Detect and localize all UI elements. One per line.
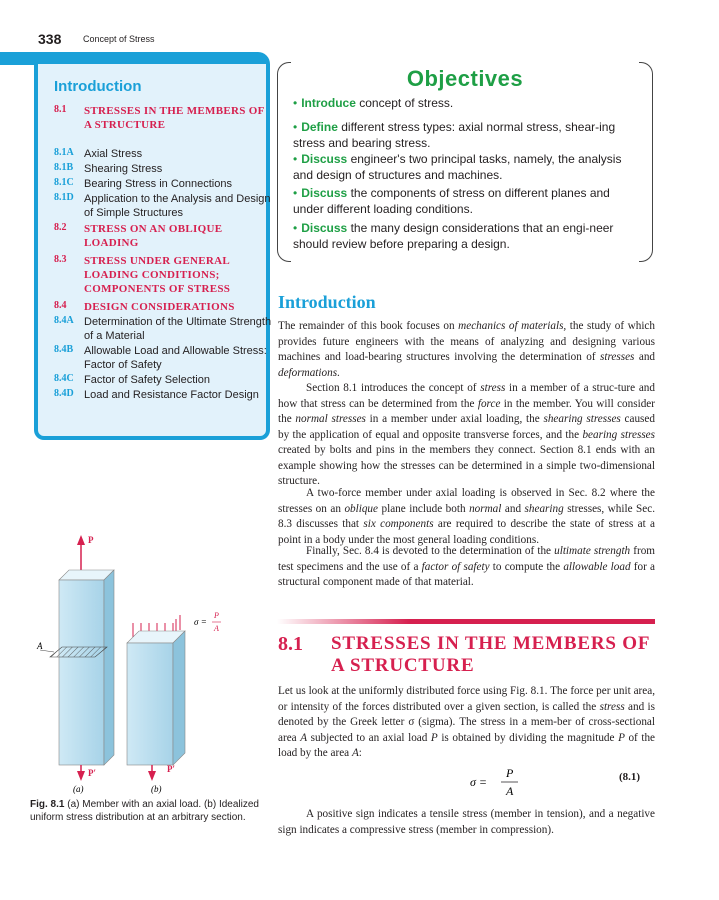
running-title: Concept of Stress: [83, 34, 155, 44]
equation-8-1: [468, 765, 528, 803]
toc-item: [54, 177, 274, 191]
toc-item-number: 8.1C: [54, 177, 74, 188]
toc-item-number: 8.4: [54, 300, 67, 311]
body-text: A two-force member under axial loading is observed in Sec. 8.2 where the stresses on an: [278, 487, 655, 515]
bullet-icon: •: [293, 221, 298, 235]
toc-item: [54, 315, 274, 343]
toc-item-number: 8.1B: [54, 162, 74, 173]
toc-item: [54, 344, 274, 372]
body-text: :: [358, 747, 362, 759]
emphasis-text: P: [618, 731, 625, 744]
member-a-side: [104, 570, 114, 765]
toc-item-text: Allowable Load and Allowable Stress: Factor of Safety: [84, 345, 267, 371]
emphasis-text: ultimate strength: [554, 545, 631, 557]
objective-verb: Introduce: [301, 96, 356, 110]
toc-item-text: Factor of Safety Selection: [84, 374, 210, 386]
toc-item-text: Application to the Analysis and Design of Simple Structures: [84, 193, 271, 219]
body-text: Finally, Sec. 8.4 is devoted to the determination of the: [306, 545, 555, 557]
eq-lhs: σ =: [470, 775, 488, 789]
intro-paragraph-2: [278, 381, 655, 490]
toc-item-number: 8.4B: [54, 344, 74, 355]
page-number: 338: [38, 31, 62, 47]
toc-item: [54, 192, 274, 220]
body-text: to compute the: [489, 560, 564, 573]
toc-item: [54, 254, 274, 296]
member-b-front: [127, 643, 173, 765]
body-text: Let us look at the uniformly distributed force using Fig. 8.1. The force per unit area, or intensity of the forces distributed over a given section, is called the: [278, 685, 655, 713]
toc-item-text: STRESSES IN THE MEMBERS OF A STRUCTURE: [84, 105, 265, 131]
objective-text: different stress types: axial normal stress, shear-ing stress and bearing stress.: [293, 120, 616, 150]
objective-item: [293, 185, 638, 217]
arrow-head-top: [77, 535, 85, 545]
body-text: .: [337, 366, 340, 379]
label-pprime-b: P′: [167, 764, 176, 774]
body-text: created by bolts and pins in the members they connect. Section 8.1 ends with an example showing how the stresses can be determined in a simple two-dimensional structure.: [278, 444, 655, 487]
section-title: STRESSES IN THE MEMBERS OF A STRUCTURE: [331, 633, 650, 676]
toc-item-number: 8.1A: [54, 147, 74, 158]
body-text: is obtained by dividing the magnitude: [437, 731, 619, 744]
emphasis-text: six components: [363, 518, 434, 530]
body-text: caused by the application of equal and opposite transverse forces, and the: [278, 413, 655, 441]
objective-verb: Define: [301, 120, 338, 134]
body-text: from test specimens and the use of a: [278, 545, 656, 573]
equation-graphic: [468, 765, 528, 799]
emphasis-text: stresses: [600, 351, 635, 363]
body-text: and is denoted by the Greek letter σ (sigma). The stress in a mem-ber of cross-sectional area: [278, 700, 655, 744]
label-p-top: P: [88, 535, 94, 545]
intro-paragraph-4: [278, 544, 655, 591]
toc-item-text: Shearing Stress: [84, 163, 163, 175]
objective-item: [293, 119, 638, 151]
toc-item-text: Load and Resistance Factor Design: [84, 389, 259, 401]
objectives-title: Objectives: [406, 66, 524, 91]
eq-den: A: [506, 784, 514, 798]
toc-item-number: 8.4C: [54, 373, 74, 384]
caption-text: (a) Member with an axial load. (b) Idealized uniform stress distribution at an arbitrary section.: [30, 799, 259, 823]
body-text: in the member. You will consider the: [278, 397, 655, 425]
toc-item-number: 8.4A: [54, 315, 74, 326]
toc-item-text: DESIGN CONSIDERATIONS: [84, 301, 235, 313]
label-sigma-den: A: [214, 624, 219, 633]
toc-item-text: STRESS ON AN OBLIQUE LOADING: [84, 223, 223, 249]
emphasis-text: A: [351, 747, 359, 759]
label-sub-a: (a): [73, 784, 84, 794]
body-text: and: [501, 502, 525, 515]
caption-label: Fig. 8.1: [30, 799, 65, 810]
objective-text: concept of stress.: [359, 96, 454, 110]
section-paragraph-1: [278, 684, 655, 762]
label-sigma: σ =: [194, 617, 207, 627]
body-text: subjected to an axial load: [307, 731, 431, 744]
objective-verb: Discuss: [301, 152, 348, 166]
body-text: Section 8.1 introduces the concept of: [306, 382, 481, 394]
toc-title: Introduction: [54, 78, 142, 95]
emphasis-text: allowable load: [563, 560, 631, 573]
body-text: The remainder of this book focuses on: [278, 320, 459, 332]
label-pprime-a: P′: [88, 768, 97, 778]
emphasis-text: mechanics of materials,: [458, 320, 567, 332]
figure-caption: [30, 798, 260, 824]
left-bracket: [277, 62, 291, 262]
toc-item: [54, 104, 274, 132]
emphasis-text: P: [430, 731, 438, 744]
bullet-icon: •: [293, 186, 298, 200]
bullet-icon: •: [293, 96, 298, 110]
body-text: stresses, while Sec. 8.3 discusses that: [278, 502, 655, 530]
bullet-icon: •: [293, 120, 298, 134]
toc-item: [54, 300, 274, 314]
objective-item: [293, 151, 638, 183]
objective-text: the many design considerations that an engi-neer should review before preparing a design.: [293, 221, 614, 251]
emphasis-text: A: [300, 731, 308, 744]
chapter-contents-box: [34, 64, 270, 440]
introduction-heading: Introduction: [278, 292, 376, 312]
body-text: in a member under axial loading, the: [365, 413, 544, 425]
arrow-head-bottom-a: [77, 771, 85, 781]
emphasis-text: deformations: [278, 366, 338, 379]
objective-item: [293, 95, 638, 111]
emphasis-text: force: [477, 397, 501, 410]
emphasis-text: stress: [599, 700, 625, 713]
body-text: in a member of a struc-ture and how that stress can be determined from the: [278, 382, 655, 410]
toc-item-number: 8.1: [54, 104, 67, 115]
body-text: and: [634, 351, 656, 363]
objective-text: the components of stress on different planes and under different loading conditions.: [293, 186, 610, 216]
toc-item-text: STRESS UNDER GENERAL LOADING CONDITIONS; COMPONENTS OF STRESS: [84, 255, 231, 295]
label-sub-b: (b): [151, 784, 162, 794]
body-text: are required to describe the state of stress at a point in a body under the most general loading conditions.: [278, 518, 655, 546]
emphasis-text: shearing stresses: [543, 413, 621, 425]
section-rule: [277, 619, 655, 624]
objective-verb: Discuss: [301, 221, 348, 235]
eq-num: P: [506, 766, 514, 780]
section-number: 8.1: [278, 633, 303, 655]
emphasis-text: normal: [469, 502, 502, 515]
toc-item-text: Axial Stress: [84, 148, 143, 160]
figure-graphic: [30, 525, 270, 795]
figure-8-1: [30, 525, 270, 795]
toc-item: [54, 162, 274, 176]
member-a-front: [59, 580, 104, 765]
toc-item-number: 8.2: [54, 222, 67, 233]
intro-paragraph-1: [278, 319, 655, 381]
label-sigma-num: P: [214, 611, 219, 620]
right-bracket: [639, 62, 653, 262]
intro-paragraph-3: [278, 486, 655, 548]
toc-item-number: 8.1D: [54, 192, 74, 203]
objective-verb: Discuss: [301, 186, 348, 200]
emphasis-text: factor of safety: [421, 560, 490, 573]
member-b-side: [173, 631, 185, 765]
objective-item: [293, 220, 638, 252]
equation-label: (8.1): [619, 771, 641, 783]
emphasis-text: stress: [480, 382, 506, 394]
emphasis-text: oblique: [344, 502, 378, 515]
toc-item-number: 8.3: [54, 254, 67, 265]
label-a-area: A: [37, 641, 43, 651]
body-text: of the load by the area: [278, 731, 656, 759]
emphasis-text: bearing stresses: [582, 428, 655, 441]
toc-item: [54, 222, 274, 250]
body-text: the study of which provides future engineers with the means of analyzing and designing various machines and load-bearing structures involving the determination of: [278, 320, 655, 363]
objectives-box: [277, 62, 653, 262]
bullet-icon: •: [293, 152, 298, 166]
toc-item-number: 8.4D: [54, 388, 74, 399]
body-text: for a structural component made of that material.: [278, 560, 655, 588]
toc-item: [54, 388, 274, 402]
body-text: plane include both: [378, 502, 470, 515]
toc-item-text: Bearing Stress in Connections: [84, 178, 232, 190]
emphasis-text: shearing: [524, 502, 564, 515]
emphasis-text: normal stresses: [295, 413, 366, 425]
arrow-head-bottom-b: [148, 771, 156, 781]
toc-item: [54, 373, 274, 387]
toc-item: [54, 147, 274, 161]
objective-text: engineer's two principal tasks, namely, the analysis and design of structures and machines.: [293, 152, 622, 182]
section-paragraph-2: A positive sign indicates a tensile stress (member in tension), and a negative sign indicates a compressive stress (member in compression).: [278, 808, 655, 836]
toc-item-text: Determination of the Ultimate Strength of a Material: [84, 316, 272, 342]
